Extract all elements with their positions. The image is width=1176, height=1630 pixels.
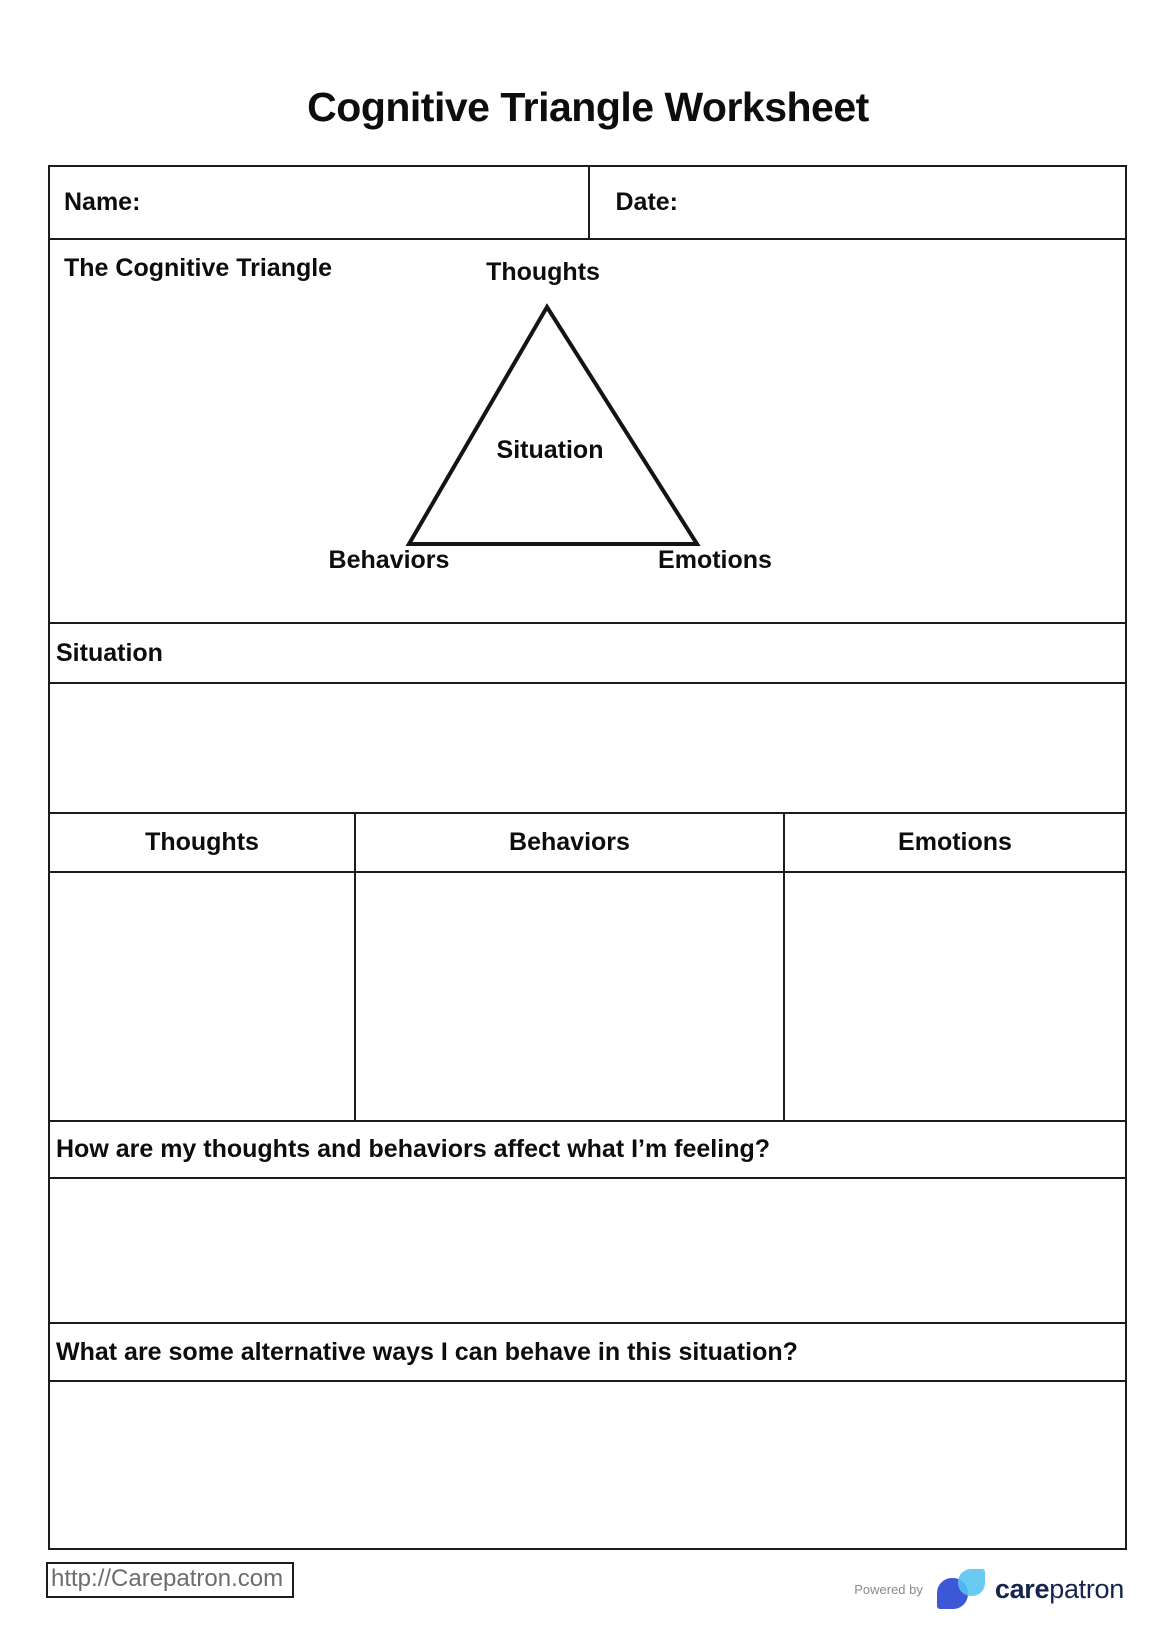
name-cell[interactable] <box>50 167 588 238</box>
date-label: Date: <box>615 188 679 216</box>
logo-bubble-right-icon <box>958 1569 985 1596</box>
situation-answer-box[interactable] <box>50 682 1125 812</box>
behaviors-answer-cell[interactable] <box>354 873 783 1120</box>
question2-prompt: What are some alternative ways I can behave in this situation? <box>56 1337 798 1366</box>
triangle-label-emotions: Emotions <box>658 546 772 574</box>
question1-prompt: How are my thoughts and behaviors affect what I’m feeling? <box>56 1135 771 1163</box>
carepatron-link[interactable]: http://Carepatron.com <box>46 1562 294 1598</box>
page-title: Cognitive Triangle Worksheet <box>307 84 869 130</box>
thoughts-answer-cell[interactable] <box>50 873 354 1120</box>
triangle-section <box>50 238 1125 622</box>
powered-by-label: Powered by <box>854 1581 923 1597</box>
name-label: Name: <box>64 188 141 216</box>
worksheet-table <box>48 165 1127 1550</box>
situation-header-row <box>50 622 1125 682</box>
triangle-section-heading: The Cognitive Triangle <box>64 254 333 282</box>
column-header-behaviors: Behaviors <box>354 814 783 871</box>
cognitive-triangle-diagram <box>50 240 1125 622</box>
column-header-emotions: Emotions <box>783 814 1125 871</box>
wordmark-care: care <box>994 1573 1050 1604</box>
question1-answer-box[interactable] <box>50 1177 1125 1322</box>
question1-header-row <box>50 1120 1125 1177</box>
name-date-row <box>50 167 1125 238</box>
triangle-label-thoughts: Thoughts <box>486 258 600 286</box>
question2-header-row <box>50 1322 1125 1380</box>
columns-body-row <box>50 871 1125 1120</box>
question2-answer-box[interactable] <box>50 1380 1125 1548</box>
column-header-thoughts: Thoughts <box>145 828 259 856</box>
triangle-label-behaviors: Behaviors <box>328 546 450 574</box>
triangle-label-situation: Situation <box>496 436 604 464</box>
carepatron-logo-icon <box>937 1567 985 1611</box>
situation-header: Situation <box>56 638 163 667</box>
emotions-answer-cell[interactable] <box>783 873 1125 1120</box>
columns-header-row <box>50 812 1125 871</box>
carepatron-wordmark <box>995 1574 1124 1605</box>
footer-brand <box>854 1566 1124 1612</box>
wordmark-patron: patron <box>1049 1573 1124 1604</box>
date-cell[interactable] <box>588 167 1126 238</box>
